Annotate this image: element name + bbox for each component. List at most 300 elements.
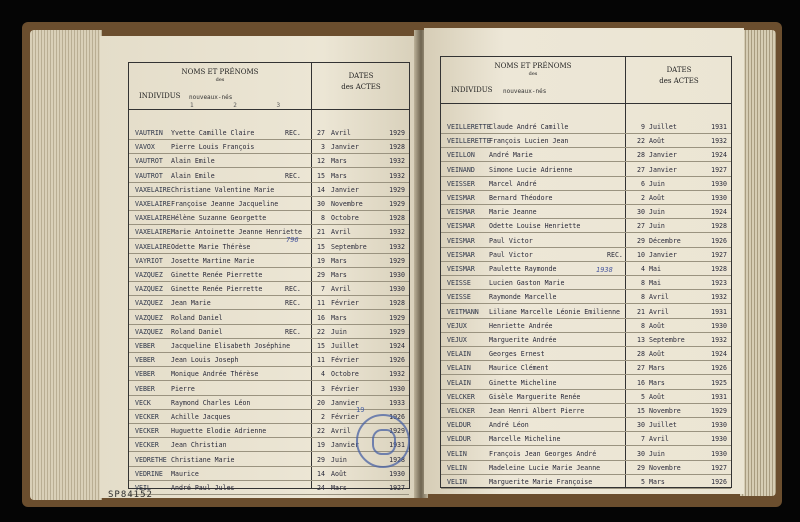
month: Mars	[331, 171, 347, 180]
day: 7	[641, 435, 645, 444]
given-names: Alain Emile	[171, 171, 215, 180]
month: Juin	[649, 208, 665, 217]
month: Avril	[649, 293, 669, 302]
right-page-stack	[740, 30, 776, 496]
day: 29	[637, 236, 645, 245]
register-row	[135, 155, 409, 167]
day: 4	[321, 370, 325, 379]
day: 30	[637, 421, 645, 430]
year: 1933	[389, 398, 405, 407]
month: Avril	[331, 228, 351, 237]
given-names: Ginette Micheline	[489, 378, 557, 387]
stamp-number: 19	[356, 406, 365, 414]
row-rule	[441, 431, 731, 432]
year: 1928	[389, 214, 405, 223]
nouveaux-nes-label: nouveaux-nés	[189, 94, 233, 101]
given-names: Lucien Gaston Marie	[489, 279, 565, 288]
row-rule	[441, 318, 731, 319]
row-rule	[441, 403, 731, 404]
day: 29	[317, 455, 325, 464]
day: 2	[641, 194, 645, 202]
register-row	[447, 306, 731, 318]
surname: VEISSE	[447, 279, 471, 288]
given-names: Paulette Raymonde	[489, 265, 557, 273]
day: 27	[317, 129, 325, 137]
row-rule	[129, 324, 409, 325]
month: Juillet	[331, 342, 359, 350]
year: 1926	[711, 236, 727, 245]
row-rule	[129, 153, 409, 154]
names-title: NOMS ET PRÉNOMS	[494, 62, 572, 70]
month: Janvier	[331, 398, 359, 407]
month: Juin	[649, 449, 665, 458]
surname: VAZQUEZ	[135, 313, 163, 322]
month: Avril	[649, 307, 669, 316]
day: 30	[637, 208, 645, 217]
register-row	[447, 192, 731, 204]
surname: VELAIN	[447, 350, 471, 359]
day: 16	[637, 378, 645, 387]
register-row	[447, 362, 731, 374]
month: Mars	[331, 313, 347, 322]
surname: VEDRETHE	[135, 455, 167, 464]
day: 6	[641, 179, 645, 188]
register-row	[447, 235, 731, 247]
given-names: Josette Martine Marie	[171, 256, 255, 265]
register-row	[135, 269, 409, 281]
register-row	[447, 291, 731, 303]
year: 1928	[389, 299, 405, 308]
register-row	[447, 149, 731, 161]
month: Février	[331, 413, 359, 421]
row-rule	[441, 247, 731, 248]
given-names: Alain Emile	[171, 157, 215, 166]
register-row	[135, 212, 409, 224]
year: 1928	[711, 222, 727, 231]
given-names: Simone Lucie Adrienne	[489, 165, 573, 174]
day: 19	[317, 441, 325, 450]
year: 1926	[711, 478, 727, 486]
right-register-table	[440, 56, 732, 488]
register-row	[135, 383, 409, 395]
surname: VEISMAR	[447, 222, 475, 231]
rec-tag: REC.	[285, 327, 301, 336]
day: 8	[641, 321, 645, 330]
register-row	[447, 220, 731, 232]
row-rule	[441, 460, 731, 461]
register-row	[447, 135, 731, 147]
row-rule	[441, 275, 731, 276]
given-names: André Léon	[489, 421, 529, 430]
given-names: Madeleine Lucie Marie Jeanne	[489, 463, 601, 472]
given-names: Maurice	[171, 469, 199, 478]
given-names: Yvette Camille Claire	[171, 129, 255, 137]
year: 1930	[711, 179, 727, 188]
row-rule	[129, 196, 409, 197]
register-row	[447, 405, 731, 417]
given-names: Monique Andrée Thérèse	[171, 370, 259, 379]
day: 15	[317, 342, 325, 350]
day: 13	[637, 336, 645, 344]
year: 1929	[389, 200, 405, 208]
row-rule	[129, 167, 409, 168]
register-row	[135, 368, 409, 380]
month: Septembre	[649, 336, 685, 344]
row-rule	[441, 389, 731, 390]
year: 1930	[711, 421, 727, 430]
register-row	[135, 468, 409, 480]
given-names: Marguerite Andrée	[489, 336, 557, 344]
year: 1928	[389, 455, 405, 464]
month: Octobre	[331, 370, 359, 379]
row-rule	[441, 488, 731, 489]
day: 15	[637, 407, 645, 415]
year: 1932	[389, 228, 405, 237]
surname: VEBER	[135, 384, 155, 393]
row-rule	[441, 232, 731, 233]
row-rule	[441, 204, 731, 205]
month: Novembre	[649, 407, 681, 415]
month: Juillet	[649, 123, 677, 131]
row-rule	[441, 303, 731, 304]
surname: VEIL	[135, 484, 151, 492]
dates-column-title	[627, 65, 731, 87]
year: 1932	[711, 293, 727, 302]
dates-column-title	[313, 71, 409, 93]
row-rule	[129, 295, 409, 296]
register-row	[135, 297, 409, 309]
month: Juillet	[649, 421, 677, 430]
year: 1930	[389, 271, 405, 279]
day: 28	[637, 151, 645, 160]
year: 1932	[389, 171, 405, 180]
register-row	[447, 164, 731, 176]
month: Avril	[331, 427, 351, 436]
surname: VAXELAIRE	[135, 242, 171, 251]
month: Avril	[331, 285, 351, 294]
surname: VEISMAR	[447, 194, 475, 202]
day: 8	[321, 214, 325, 223]
surname: VELDUR	[447, 421, 471, 430]
surname: VEBER	[135, 370, 155, 379]
surname: VAXELAIRE	[135, 200, 171, 208]
given-names: Gisèle Marguerite Renée	[489, 392, 581, 401]
month: Juin	[331, 327, 347, 336]
day: 21	[637, 307, 645, 316]
surname: VEBER	[135, 342, 155, 350]
names-des: des	[215, 77, 225, 83]
given-names: Marguerite Marie Françoise	[489, 478, 593, 486]
month: Janvier	[649, 165, 677, 174]
row-rule	[129, 139, 409, 140]
register-row	[447, 391, 731, 403]
register-row	[447, 263, 731, 275]
register-row	[447, 476, 731, 488]
year: 1931	[389, 441, 405, 450]
day: 24	[317, 484, 325, 492]
surname: VAZQUEZ	[135, 285, 163, 294]
row-rule	[441, 176, 731, 177]
day: 16	[317, 313, 325, 322]
row-rule	[129, 210, 409, 211]
year: 1930	[711, 435, 727, 444]
surname: VELCKER	[447, 392, 475, 401]
year: 1928	[389, 143, 405, 152]
year: 1928	[711, 265, 727, 273]
register-row	[135, 170, 409, 182]
month: Août	[649, 392, 665, 401]
day: 15	[317, 242, 325, 251]
year: 1932	[389, 242, 405, 251]
surname: VECKER	[135, 413, 159, 421]
month: Juin	[649, 222, 665, 231]
surname: VAXELAIRE	[135, 228, 171, 237]
given-names: Marie Antoinette Jeanne Henriette	[171, 228, 303, 237]
year: 1923	[711, 279, 727, 288]
row-rule	[129, 309, 409, 310]
register-row	[135, 340, 409, 352]
given-names: Bernard Théodore	[489, 194, 553, 202]
year: 1924	[711, 208, 727, 217]
row-rule	[441, 190, 731, 191]
month: Mars	[331, 484, 347, 492]
individus-label: INDIVIDUS	[451, 86, 493, 94]
given-names: Jean Marie	[171, 299, 211, 308]
surname: VECK	[135, 398, 151, 407]
dates-subtitle: des ACTES	[659, 77, 699, 85]
register-row	[135, 198, 409, 210]
month: Décembre	[649, 236, 681, 245]
surname: VAUTRIN	[135, 129, 163, 137]
given-names: Roland Daniel	[171, 327, 223, 336]
day: 10	[637, 250, 645, 259]
month: Mai	[649, 265, 661, 273]
rec-tag: REC.	[285, 129, 301, 137]
day: 3	[321, 384, 325, 393]
surname: VEISMAR	[447, 265, 475, 273]
register-row	[447, 419, 731, 431]
year: 1927	[711, 165, 727, 174]
given-names: François Lucien Jean	[489, 137, 569, 146]
rec-tag: REC.	[285, 171, 301, 180]
month: Mars	[649, 478, 665, 486]
surname: VELAIN	[447, 364, 471, 373]
month: Août	[331, 469, 347, 478]
row-rule	[441, 445, 731, 446]
row-rule	[129, 224, 409, 225]
register-row	[447, 320, 731, 332]
month: Février	[331, 384, 359, 393]
day: 14	[317, 185, 325, 194]
month: Mars	[649, 378, 665, 387]
surname: VAVOX	[135, 143, 155, 152]
day: 27	[637, 364, 645, 373]
given-names: Odette Louise Henriette	[489, 222, 581, 231]
surname: VAXELAIRE	[135, 185, 171, 194]
given-names: Raymonde Marcelle	[489, 293, 557, 302]
given-names: André Paul Jules	[171, 484, 235, 492]
given-names: Jean Christian	[171, 441, 227, 450]
year: 1930	[389, 285, 405, 294]
register-row	[135, 326, 409, 338]
given-names: Marcelle Micheline	[489, 435, 561, 444]
register-row	[447, 206, 731, 218]
day: 14	[317, 469, 325, 478]
row-rule	[129, 182, 409, 183]
month: Juin	[331, 455, 347, 464]
surname: VEDRINE	[135, 469, 163, 478]
year: 1929	[389, 185, 405, 194]
surname: VEJUX	[447, 336, 467, 344]
day: 30	[317, 200, 325, 208]
surname: VEISMAR	[447, 208, 475, 217]
year: 1930	[711, 449, 727, 458]
given-names: Raymond Charles Léon	[171, 398, 251, 407]
year: 1926	[389, 356, 405, 365]
row-rule	[129, 253, 409, 254]
surname: VEILLERETTE	[447, 123, 491, 131]
row-rule	[441, 218, 731, 219]
month: Octobre	[331, 214, 359, 223]
day: 22	[317, 327, 325, 336]
right-table-header	[441, 57, 731, 104]
day: 21	[317, 228, 325, 237]
year: 1926	[711, 364, 727, 373]
register-row	[447, 178, 731, 190]
day: 30	[637, 449, 645, 458]
month: Juin	[649, 179, 665, 188]
month: Septembre	[331, 242, 367, 251]
day: 29	[637, 463, 645, 472]
serial-number: SP84152	[108, 490, 153, 500]
month: Août	[649, 137, 665, 146]
pencil-note-right: 1938	[596, 266, 613, 274]
row-rule	[129, 352, 409, 353]
given-names: Jean Henri Albert Pierre	[489, 407, 585, 415]
day: 3	[321, 143, 325, 152]
day: 11	[317, 299, 325, 308]
surname: VEILLERETTE	[447, 137, 491, 146]
month: Août	[649, 321, 665, 330]
rec-tag: REC.	[285, 299, 301, 308]
dates-title: DATES	[348, 72, 374, 80]
surname: VEBER	[135, 356, 155, 365]
year: 1929	[389, 313, 405, 322]
year: 1924	[711, 350, 727, 359]
given-names: François Jean Georges André	[489, 449, 597, 458]
rec-tag: REC.	[607, 250, 623, 259]
pencil-note-left: 796	[286, 236, 299, 244]
day: 27	[637, 165, 645, 174]
register-row	[447, 334, 731, 346]
row-rule	[129, 338, 409, 339]
day: 20	[317, 398, 325, 407]
row-rule	[129, 380, 409, 381]
register-row	[447, 249, 731, 261]
nouveaux-nes-label: nouveaux-nés	[503, 88, 547, 95]
day: 2	[321, 413, 325, 421]
row-rule	[441, 474, 731, 475]
year: 1930	[389, 469, 405, 478]
left-page-stack	[30, 30, 102, 500]
month: Mars	[331, 157, 347, 166]
register-row	[135, 226, 409, 238]
register-row	[135, 241, 409, 253]
surname: VAXELAIRE	[135, 214, 171, 223]
month: Mars	[331, 271, 347, 279]
day: 12	[317, 157, 325, 166]
given-names: Paul Victor	[489, 250, 533, 259]
row-rule	[129, 395, 409, 396]
year: 1927	[711, 463, 727, 472]
year: 1932	[711, 137, 727, 146]
given-names: Christiane Marie	[171, 455, 235, 464]
register-row	[447, 433, 731, 445]
names-column-title	[129, 67, 311, 83]
individus-label: INDIVIDUS	[139, 92, 181, 100]
day: 28	[637, 350, 645, 359]
surname: VAZQUEZ	[135, 271, 163, 279]
month: Mars	[649, 364, 665, 373]
day: 22	[637, 137, 645, 146]
year: 1930	[389, 384, 405, 393]
month: Janvier	[331, 143, 359, 152]
year: 1927	[711, 250, 727, 259]
row-rule	[441, 133, 731, 134]
month: Août	[649, 194, 665, 202]
day: 8	[641, 279, 645, 288]
year: 1929	[389, 256, 405, 265]
month: Novembre	[331, 200, 363, 208]
surname: VAUTROT	[135, 157, 163, 166]
month: Février	[331, 356, 359, 365]
day: 7	[321, 285, 325, 294]
month: Novembre	[649, 463, 681, 472]
surname: VEISSE	[447, 293, 471, 302]
surname: VELAIN	[447, 378, 471, 387]
day: 11	[317, 356, 325, 365]
surname: VAYRIOT	[135, 256, 163, 265]
register-row	[135, 397, 409, 409]
given-names: Françoise Jeanne Jacqueline	[171, 200, 279, 208]
surname: VELDUR	[447, 435, 471, 444]
index-marks: 1 2 3	[190, 102, 299, 109]
given-names: André Marie	[489, 151, 533, 160]
register-row	[135, 184, 409, 196]
year: 1930	[711, 321, 727, 330]
given-names: Claude André Camille	[489, 123, 569, 131]
given-names: Maurice Clément	[489, 364, 549, 373]
row-rule	[129, 267, 409, 268]
dates-subtitle: des ACTES	[341, 83, 381, 91]
given-names: Odette Marie Thérèse	[171, 242, 251, 251]
register-row	[447, 277, 731, 289]
month: Janvier	[331, 185, 359, 194]
given-names: Jean Louis Joseph	[171, 356, 239, 365]
register-row	[135, 354, 409, 366]
given-names: Roland Daniel	[171, 313, 223, 322]
given-names: Liliane Marcelle Léonie Emilienne	[489, 307, 621, 316]
year: 1929	[711, 407, 727, 415]
year: 1924	[389, 342, 405, 350]
day: 29	[317, 271, 325, 279]
year: 1929	[389, 327, 405, 336]
register-row	[135, 482, 409, 494]
archive-stamp-icon	[356, 414, 410, 468]
row-rule	[441, 161, 731, 162]
day: 15	[317, 171, 325, 180]
given-names: Marie Jeanne	[489, 208, 537, 217]
